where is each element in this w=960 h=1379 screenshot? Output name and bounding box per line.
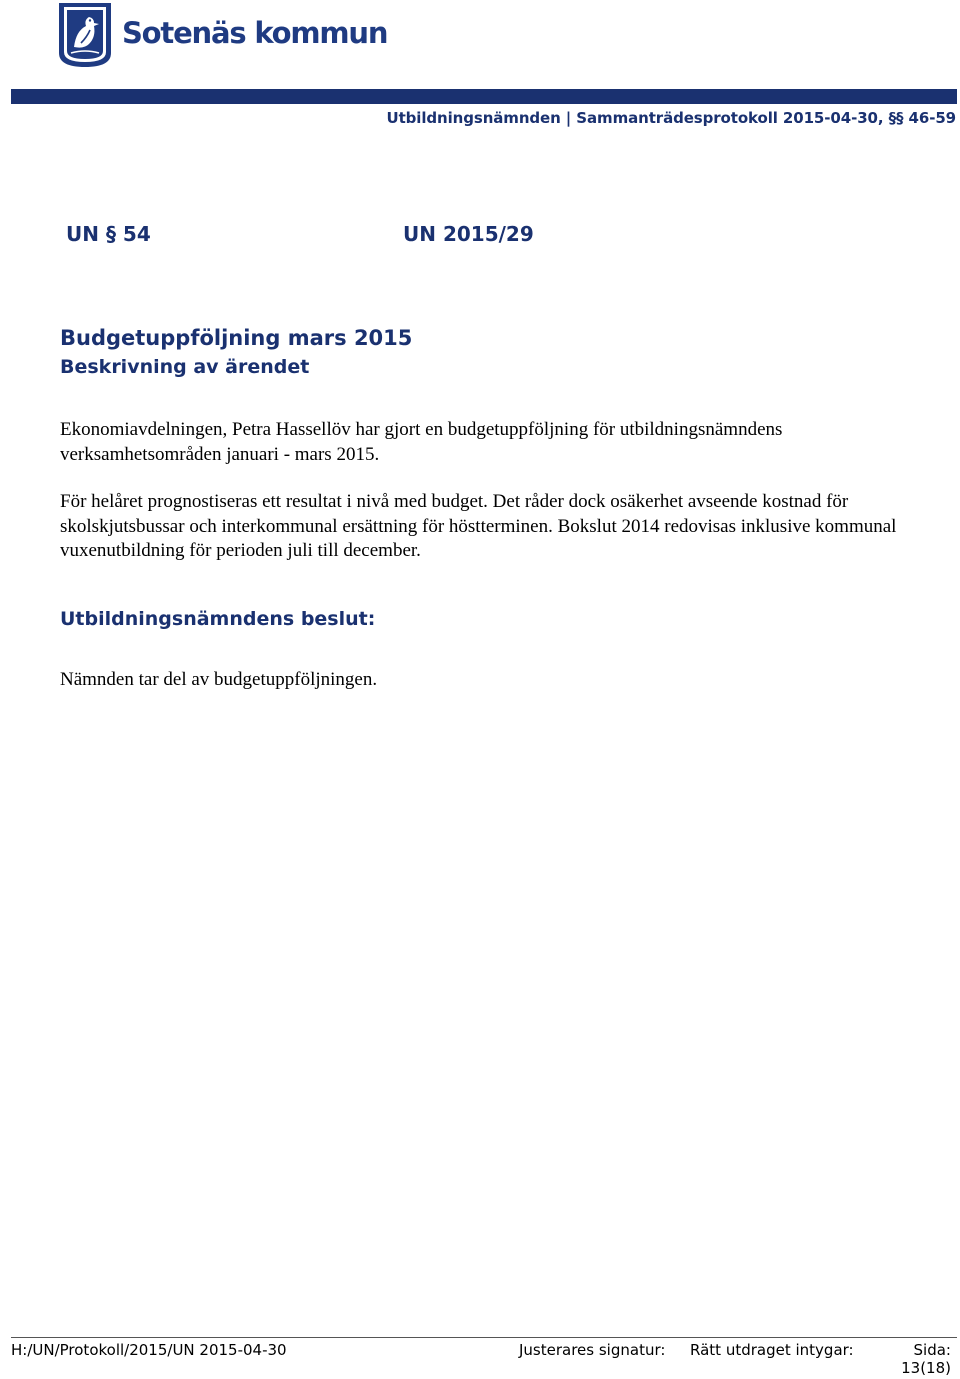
decision-text: Nämnden tar del av budgetuppföljningen. — [60, 669, 378, 690]
description-paragraph: Ekonomiavdelningen, Petra Hassellöv har gjort en budgetuppföljning för utbildningsnämndens verksamhetsområden januari - mars 2015. — [60, 419, 783, 465]
document-header: Utbildningsnämnden | Sammanträdesprotokoll 2015-04-30, §§ 46-59 — [386, 109, 956, 127]
footer-certified-copy: Rätt utdraget intygar: — [690, 1341, 854, 1359]
page-title: Budgetuppföljning mars 2015 — [60, 326, 413, 350]
decision-heading: Utbildningsnämndens beslut: — [60, 608, 376, 630]
footer-page-number: 13(18) — [901, 1359, 951, 1377]
header-bar — [11, 89, 957, 104]
municipality-crest-icon — [59, 3, 111, 67]
footer-page-label: Sida: — [913, 1341, 951, 1359]
paragraph-number: UN § 54 — [66, 222, 151, 246]
footer-adjuster-signature: Justerares signatur: — [519, 1341, 666, 1359]
municipality-name: Sotenäs kommun — [122, 16, 388, 50]
description-paragraph: För helåret prognostiseras ett resultat i nivå med budget. Det råder dock osäkerhet avseende kostnad för skolskjutsbussar och interkommunal ersättning för höstterminen. Bokslut 2014 redovisas inklusive kommunal vuxenutbildning för perioden juli till december. — [60, 491, 897, 561]
footer-divider — [11, 1337, 957, 1338]
diary-number: UN 2015/29 — [403, 222, 534, 246]
description-heading: Beskrivning av ärendet — [60, 356, 310, 378]
footer-file-path: H:/UN/Protokoll/2015/UN 2015-04-30 — [11, 1341, 287, 1359]
municipality-logo — [59, 3, 388, 67]
